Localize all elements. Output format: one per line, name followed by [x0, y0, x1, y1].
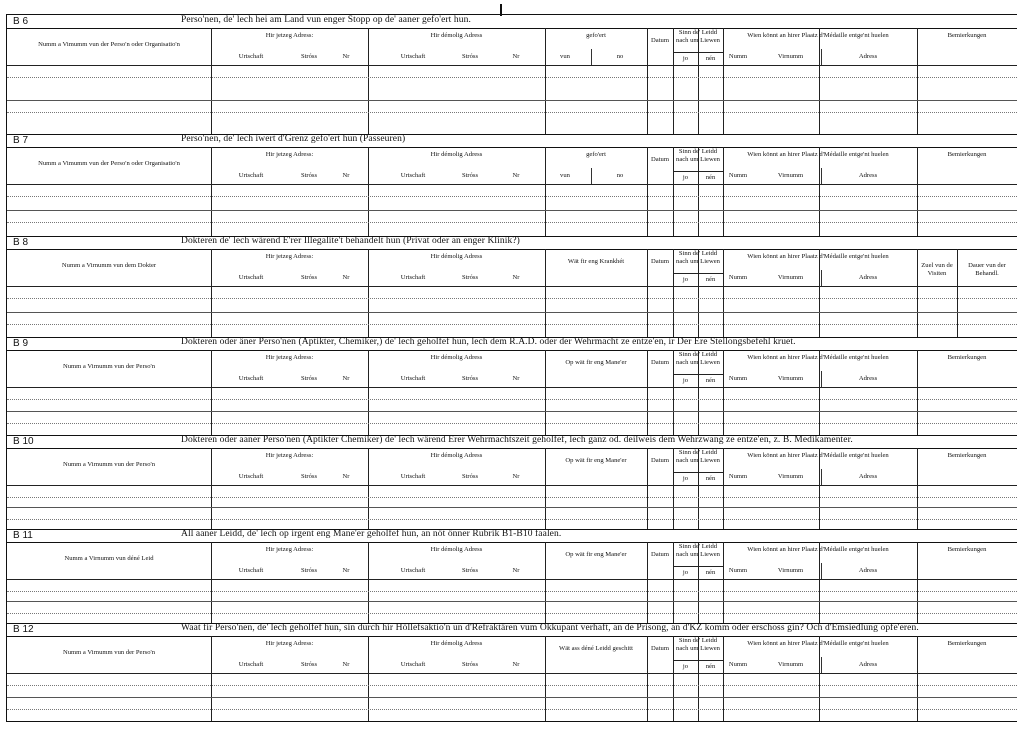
dotted-guide — [7, 591, 1017, 592]
section-code: B 9 — [13, 338, 29, 349]
yes-header: jo — [682, 174, 689, 181]
number-header: Nr — [342, 661, 350, 668]
number-header: Nr — [512, 375, 520, 382]
section-b11 — [7, 529, 1017, 624]
medal-name-header: Numm — [728, 567, 748, 574]
to-header: no — [616, 53, 624, 60]
column-divider — [211, 542, 212, 623]
column-divider — [368, 28, 369, 134]
sub-divider — [821, 469, 822, 485]
column-divider — [917, 28, 918, 134]
medal-name-header: Numm — [728, 473, 748, 480]
remarks-header: Bemierkungen — [947, 452, 987, 459]
street-header: Stróss — [300, 274, 318, 281]
street-header: Stróss — [461, 473, 479, 480]
medal-name-header: Numm — [728, 661, 748, 668]
locality-header: Urtschaft — [238, 661, 264, 668]
dotted-guide — [7, 423, 1017, 424]
remarks-header: Bemierkungen — [947, 32, 987, 39]
current-address-header: Hir jetzeg Adress: — [265, 546, 314, 553]
medal-firstname-header: Virnumm — [777, 172, 804, 179]
dotted-guide — [7, 399, 1017, 400]
street-header: Stróss — [300, 567, 318, 574]
number-header: Nr — [342, 567, 350, 574]
header-divider — [7, 673, 1017, 674]
sub-divider — [821, 270, 822, 286]
date-header: Datum — [651, 37, 669, 44]
medal-firstname-header: Virnumm — [777, 274, 804, 281]
section-header — [7, 337, 1017, 351]
medal-header: Wien könnt an hirer Plaatz d'Médaille entge'nt huelen — [747, 32, 889, 39]
former-address-header: Hir démolig Adress — [430, 546, 483, 553]
number-header: Nr — [512, 661, 520, 668]
section-code: B 12 — [13, 624, 34, 635]
section-b12 — [7, 623, 1017, 722]
column-divider — [723, 542, 724, 623]
remarks-header: Bemierkungen — [947, 546, 987, 553]
dotted-guide — [7, 497, 1017, 498]
current-address-header: Hir jetzeg Adress: — [265, 452, 314, 459]
locality-header: Urtschaft — [400, 473, 426, 480]
street-header: Stróss — [300, 375, 318, 382]
medal-address-header: Adress — [858, 274, 878, 281]
medal-name-header: Numm — [728, 53, 748, 60]
treatment-duration-header: Dauer vun der Behandl. — [968, 262, 1006, 277]
no-header: nén — [705, 663, 716, 670]
medal-address-header: Adress — [858, 375, 878, 382]
column-divider — [368, 542, 369, 623]
row-divider — [7, 697, 1017, 698]
name-column-header: Numm a Vimumm vun der Perso'n oder Organisatio'n — [38, 41, 180, 48]
header-divider — [7, 485, 1017, 486]
alive-sub-divider — [673, 171, 723, 172]
header-divider — [7, 65, 1017, 66]
detail-column-header: Wät ass déné Leidd geschitt — [559, 645, 633, 652]
column-divider — [211, 448, 212, 529]
column-divider — [211, 28, 212, 134]
medal-firstname-header: Virnumm — [777, 567, 804, 574]
street-header: Stróss — [300, 53, 318, 60]
current-address-header: Hir jetzeg Adress: — [265, 32, 314, 39]
section-title: All aaner Leidd, de' lech op irgent eng Mane'er geholfef hun, an nöt önner Rubrik B1-B10 faalen. — [181, 529, 562, 539]
dotted-guide — [7, 324, 1017, 325]
sub-divider — [821, 168, 822, 184]
visits-header: Zuel vun de Visiten — [921, 262, 953, 277]
section-code: B 8 — [13, 237, 29, 248]
header-divider — [7, 387, 1017, 388]
sub-divider — [821, 563, 822, 579]
medal-address-header: Adress — [858, 172, 878, 179]
alive-header: Sinn de' Leidd nach um Liewen — [676, 351, 720, 366]
no-header: nén — [705, 475, 716, 482]
column-divider — [723, 28, 724, 134]
number-header: Nr — [512, 53, 520, 60]
section-title: Dokteren oder äner Perso'nen (Aptikter, Chemiker,) de' lech geholfef hun, lech dem R.A.D. oder der Wehrmacht ze entze'en, ir Der Ere Stellongsbefehl kruet. — [181, 337, 796, 347]
locality-header: Urtschaft — [400, 172, 426, 179]
medal-header: Wien könnt an hirer Plaatz d'Médaille entge'nt huelen — [747, 151, 889, 158]
section-b10 — [7, 435, 1017, 530]
medal-address-header: Adress — [858, 53, 878, 60]
name-column-header: Numm a Virnumm vun dem Dokter — [61, 262, 157, 269]
detail-column-header: Op wät fir eng Mane'er — [565, 457, 627, 464]
dotted-guide — [7, 77, 1017, 78]
date-header: Datum — [651, 645, 669, 652]
number-header: Nr — [342, 473, 350, 480]
former-address-header: Hir démolig Adress — [430, 354, 483, 361]
dotted-guide — [7, 519, 1017, 520]
detail-column-header: Wät fir eng Krankhét — [567, 258, 625, 265]
section-header — [7, 236, 1017, 250]
street-header: Stróss — [461, 567, 479, 574]
sub-divider — [821, 371, 822, 387]
row-divider — [7, 601, 1017, 602]
column-divider — [819, 28, 820, 134]
column-divider — [819, 448, 820, 529]
detail-column-header: gefo'ert — [586, 32, 606, 39]
street-header: Stróss — [300, 172, 318, 179]
header-divider — [7, 286, 1017, 287]
remarks-header: Bemierkungen — [947, 640, 987, 647]
yes-header: jo — [682, 276, 689, 283]
medal-name-header: Numm — [728, 274, 748, 281]
alive-sub-divider — [673, 660, 723, 661]
medal-firstname-header: Virnumm — [777, 473, 804, 480]
locality-header: Urtschaft — [400, 661, 426, 668]
header-divider — [7, 579, 1017, 580]
locality-header: Urtschaft — [238, 567, 264, 574]
locality-header: Urtschaft — [400, 53, 426, 60]
section-title: Dokteren de' lech wärend E'rer Illegalite't behandelt hun (Privat oder an enger Klinik?) — [181, 236, 520, 246]
remarks-header: Bemierkungen — [947, 354, 987, 361]
former-address-header: Hir démolig Adress — [430, 151, 483, 158]
former-address-header: Hir démolig Adress — [430, 452, 483, 459]
medal-address-header: Adress — [858, 661, 878, 668]
remarks-header: Bemierkungen — [947, 151, 987, 158]
section-code: B 7 — [13, 135, 29, 146]
dotted-guide — [7, 298, 1017, 299]
column-divider — [368, 448, 369, 529]
no-header: nén — [705, 569, 716, 576]
column-divider — [723, 448, 724, 529]
yes-header: jo — [682, 55, 689, 62]
alive-header: Sinn de' Leidd nach um Liewen — [676, 250, 720, 265]
section-title: Dokteren oder aaner Perso'nen (Aptikter Chemiker) de' lech wärend Erer Wehrmachtszeit geholfef, lech ganz od. deilweis dem Wehrzwang ze entze'en, z. B. Medikamenter. — [181, 435, 853, 445]
medal-address-header: Adress — [858, 567, 878, 574]
number-header: Nr — [512, 567, 520, 574]
sub-divider — [821, 49, 822, 65]
section-b9 — [7, 337, 1017, 436]
street-header: Stróss — [461, 53, 479, 60]
alive-sub-divider — [673, 52, 723, 53]
alive-header: Sinn de' Leidd nach um Liewen — [676, 543, 720, 558]
locality-header: Urtschaft — [238, 473, 264, 480]
name-column-header: Numm a Virnumm vun der Perso'n — [62, 363, 156, 370]
locality-header: Urtschaft — [400, 567, 426, 574]
medal-header: Wien könnt an hirer Plaatz d'Médaille entge'nt huelen — [747, 640, 889, 647]
yes-header: jo — [682, 377, 689, 384]
locality-header: Urtschaft — [400, 375, 426, 382]
section-header — [7, 15, 1017, 29]
name-column-header: Numm a Virnumm vun der Perso'n — [62, 461, 156, 468]
section-header — [7, 529, 1017, 543]
medal-name-header: Numm — [728, 375, 748, 382]
former-address-header: Hir démolig Adress — [430, 32, 483, 39]
sub-divider — [821, 657, 822, 673]
dotted-guide — [7, 222, 1017, 223]
date-header: Datum — [651, 359, 669, 366]
dotted-guide — [7, 196, 1017, 197]
number-header: Nr — [342, 172, 350, 179]
section-code: B 11 — [13, 530, 33, 541]
detail-column-header: Op wät fir eng Mane'er — [565, 551, 627, 558]
date-header: Datum — [651, 551, 669, 558]
section-b7 — [7, 134, 1017, 237]
section-b8 — [7, 236, 1017, 338]
section-b6 — [7, 15, 1017, 135]
row-divider — [7, 210, 1017, 211]
number-header: Nr — [512, 172, 520, 179]
row-divider — [7, 411, 1017, 412]
sub-divider — [591, 49, 592, 65]
alive-header: Sinn de' Leidd nach um Liewen — [676, 148, 720, 163]
column-divider — [917, 448, 918, 529]
section-title: Perso'nen, de' lech hei am Land vun enger Stopp op de' aaner gefo'ert hun. — [181, 15, 471, 25]
medal-firstname-header: Virnumm — [777, 53, 804, 60]
detail-column-header: gefo'ert — [586, 151, 606, 158]
no-header: nén — [705, 377, 716, 384]
column-divider — [545, 28, 546, 134]
header-divider — [7, 184, 1017, 185]
detail-column-header: Op wät fir eng Mane'er — [565, 359, 627, 366]
no-header: nén — [705, 276, 716, 283]
section-header — [7, 134, 1017, 148]
locality-header: Urtschaft — [238, 172, 264, 179]
section-header — [7, 623, 1017, 637]
name-column-header: Numm a Virnumm vun der Perso'n — [62, 649, 156, 656]
medal-header: Wien könnt an hirer Plaatz d'Médaille entge'nt huelen — [747, 354, 889, 361]
from-header: vun — [560, 53, 570, 60]
date-header: Datum — [651, 156, 669, 163]
number-header: Nr — [342, 53, 350, 60]
to-header: no — [616, 172, 624, 179]
dotted-guide — [7, 613, 1017, 614]
number-header: Nr — [512, 274, 520, 281]
alive-sub-divider — [673, 472, 723, 473]
medal-header: Wien könnt an hirer Plaatz d'Médaille entge'nt huelen — [747, 253, 889, 260]
current-address-header: Hir jetzeg Adress: — [265, 354, 314, 361]
dotted-guide — [7, 112, 1017, 113]
alive-header: Sinn de' Leidd nach um Liewen — [676, 637, 720, 652]
number-header: Nr — [512, 473, 520, 480]
locality-header: Urtschaft — [238, 375, 264, 382]
date-header: Datum — [651, 457, 669, 464]
row-divider — [7, 312, 1017, 313]
alive-header: Sinn de' Leidd nach um Liewen — [676, 449, 720, 464]
yes-header: jo — [682, 475, 689, 482]
street-header: Stróss — [300, 661, 318, 668]
form-page — [6, 14, 1017, 722]
section-title: Waat fir Perso'nen, de' lech geholfef hun, sin durch hir Höllefsaktio'n un d'Refraktären vum Okkupant verhaft, an de Prisong, an d'KZ komm oder erschoss gin? Och d'Emsiedlung opfe'eren. — [181, 623, 919, 633]
medal-name-header: Numm — [728, 172, 748, 179]
dotted-guide — [7, 685, 1017, 686]
number-header: Nr — [342, 274, 350, 281]
section-code: B 6 — [13, 16, 29, 27]
street-header: Stróss — [461, 274, 479, 281]
section-header — [7, 435, 1017, 449]
date-header: Datum — [651, 258, 669, 265]
section-code: B 10 — [13, 436, 34, 447]
sub-divider — [591, 168, 592, 184]
from-header: vun — [560, 172, 570, 179]
number-header: Nr — [342, 375, 350, 382]
medal-firstname-header: Virnumm — [777, 661, 804, 668]
name-column-header: Numm a Virnumm vun déné Leid — [64, 555, 154, 562]
row-divider — [7, 507, 1017, 508]
section-title: Perso'nen, de' lech iwert d'Grenz gefo'ert hun (Passeuren) — [181, 134, 406, 144]
no-header: nén — [705, 174, 716, 181]
locality-header: Urtschaft — [400, 274, 426, 281]
current-address-header: Hir jetzeg Adress: — [265, 151, 314, 158]
street-header: Stróss — [461, 661, 479, 668]
column-divider — [819, 542, 820, 623]
medal-header: Wien könnt an hirer Plaatz d'Médaille entge'nt huelen — [747, 546, 889, 553]
yes-header: jo — [682, 663, 689, 670]
column-divider — [917, 542, 918, 623]
current-address-header: Hir jetzeg Adress: — [265, 640, 314, 647]
street-header: Stróss — [461, 172, 479, 179]
row-divider — [7, 100, 1017, 101]
no-header: nén — [705, 55, 716, 62]
alive-sub-divider — [673, 273, 723, 274]
alive-sub-divider — [673, 566, 723, 567]
alive-header: Sinn de' Leidd nach um Liewen — [676, 29, 720, 44]
locality-header: Urtschaft — [238, 274, 264, 281]
former-address-header: Hir démolig Adress — [430, 253, 483, 260]
dotted-guide — [7, 709, 1017, 710]
street-header: Stróss — [300, 473, 318, 480]
current-address-header: Hir jetzeg Adress: — [265, 253, 314, 260]
yes-header: jo — [682, 569, 689, 576]
alive-sub-divider — [673, 374, 723, 375]
name-column-header: Numm a Vimumm vun der Perso'n oder Organisatio'n — [38, 160, 180, 167]
street-header: Stróss — [461, 375, 479, 382]
medal-header: Wien könnt an hirer Plaatz d'Médaille entge'nt huelen — [747, 452, 889, 459]
former-address-header: Hir démolig Adress — [430, 640, 483, 647]
medal-address-header: Adress — [858, 473, 878, 480]
locality-header: Urtschaft — [238, 53, 264, 60]
medal-firstname-header: Virnumm — [777, 375, 804, 382]
